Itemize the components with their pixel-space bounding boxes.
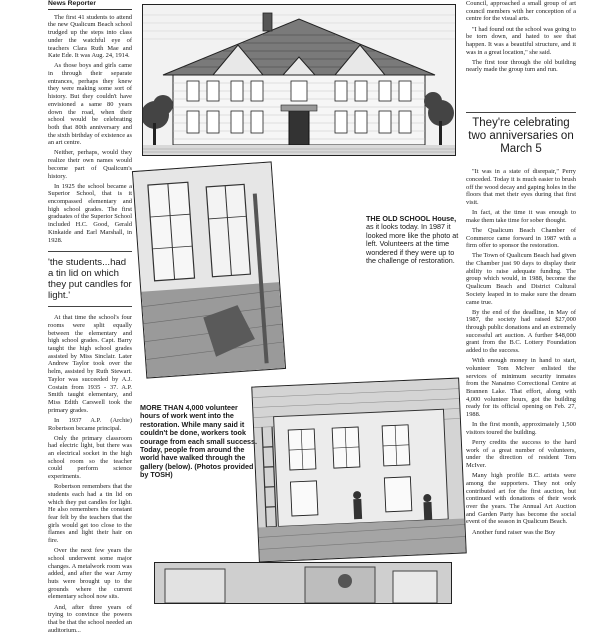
article-paragraph: The Qualicum Beach Chamber of Commerce came forward in 1987 with a firm offer to sponsor the restoration. [466,227,576,250]
article-paragraph: Perry credits the success to the hard work of a great number of volunteers, under the direction of resident Tom McIver. [466,439,576,470]
article-paragraph: The first tour through the old building nearly made the group turn and run. [466,59,576,74]
article-paragraph: "I had found out the school was going to be torn down, and hated to see that happen. It was a beautiful structure, and it was in a great location," she said. [466,26,576,57]
article-paragraph: Many high profile B.C. artists were among the supporters. They not only contributed art for the first auction, but continued with donations of their work over the years. The Annual Art Auction and Garden Party has become the social event of the season in Qualicum Beach. [466,472,576,526]
article-paragraph: Neither, perhaps, would they realize their own names would become part of Qualicum's history. [48,149,132,180]
article-paragraph: The Town of Qualicum Beach had given the Chamber just 90 days to display their ability to raise adequate funding. The group which would, in 1988, become the Qualicum Beach and District Cultural Society leaped in to make sure the dream came true. [466,252,576,306]
right-article-column [466,0,576,539]
article-paragraph: Another fund raiser was the Buy [466,529,576,537]
hall-interior-photo [132,161,286,378]
article-paragraph: Only the primary classroom had electric light, but there was an electrical socket in the high school room so the teacher could perform science experiments. [48,435,132,481]
article-paragraph: As those boys and girls came in through their separate entrances, perhaps they knew they were making some sort of history. But they couldn't have envisioned a same 80 years down the road, when their school would be celebrating both that 80th anniversary and the sixth birthday of existence as an art centre. [48,62,132,147]
article-paragraph: With enough money in hand to start, volunteer Tom McIver enlisted the services of minimum security inmates from the Nanaimo Correctional Centre at Brannen Lake. That effort, along with 4,000 volunteer hours, got the building ready for its official opening on Feb. 27, 1988. [466,357,576,419]
article-paragraph: "It was in a state of disrepair," Perry conceded. Today it is much easier to brush off the wood decay and gaping holes in the floors that met their eyes during that first visit. [466,168,576,207]
article-paragraph: In the first month, approximately 1,500 visitors toured the building. [466,421,576,436]
house-photo-caption [366,215,460,265]
house-caption-lead: THE OLD SCHOOL House, [366,214,456,223]
article-paragraph: In 1937 A.P. (Archie) Robertson became principal. [48,417,132,432]
pull-quote: 'the students...had a tin lid on which they put candles for light.' [48,251,132,307]
article-paragraph: In 1925 the school became a Superior School, that is it encompassed elementary and high school grades. The first graduates of the Superior School included H.C. Good, Gerald Kinkaide and Earl Marshall, in 1928. [48,183,132,245]
article-paragraph: Over the next few years the school underwent some major changes. A metalwork room was added, and after the war Army huts were brought up to the grounds where the current elementary school now sits. [48,547,132,601]
article-paragraph: The first 41 students to attend the new Qualicum Beach school trudged up the steps into class under the watchful eye of teachers Clara Ruth Mae and Kate Ede. It was Aug. 24, 1914. [48,14,132,60]
gallery-illustration [155,563,451,603]
section-headline: They're celebrating two anniversaries on March 5 [466,112,576,160]
byline: News Reporter [48,0,132,10]
article-paragraph: And, after three years of trying to convince the powers that be that the school needed an auditorium... [48,604,132,635]
restoration-work-photo [251,378,466,563]
article-paragraph: At that time the school's four rooms were split equally between the elementary and high school grades. Capt. Barry taught the high school grades assisted by Miss Sinclair. Later Andrew Taylor took over the helm, assisted by Ruth Stewart. Taylor was succeeded by A.J. Costain from 1935 - 37. A.P. Smith taught elementary, and Miss Edith Carswell took the primary grades. [48,314,132,414]
hall-interior-illustration [133,162,285,377]
article-paragraph: In fact, at the time it was enough to make them take time for sober thought. [466,209,576,224]
article-paragraph: Robertson remembers that the students each had a tin lid on which they put candles for light. He also remembers the constant fear felt by the teachers that the girls would get too close to the flames and light their hair on fire. [48,483,132,545]
article-paragraph: By the end of the deadline, in May of 1987, the society had raised $27,000 through public donations and an extremely successful art auction. A further $48,000 grant from the B.C. Lottery Foundation added to the success. [466,309,576,355]
old-school-house-photo [142,4,456,156]
school-house-illustration [143,5,455,155]
restoration-photo-caption: MORE THAN 4,000 volunteer hours of work went into the restoration. While many said it couldn't be done, workers took courage from each small success. Today, people from around the world have walked through the gallery (below). (Photos provided by TOSH) [140,404,258,480]
gallery-photo-strip [154,562,452,604]
house-caption-text: as it looks today. In 1987 it looked more like the photo at left. Volunteers at the time wondered if they were up to the challenge of restoration. [366,222,458,265]
restoration-illustration [252,379,465,562]
left-article-column [48,0,132,637]
article-paragraph: Council, approached a small group of art council members with her conception of a centre for the visual arts. [466,0,576,23]
